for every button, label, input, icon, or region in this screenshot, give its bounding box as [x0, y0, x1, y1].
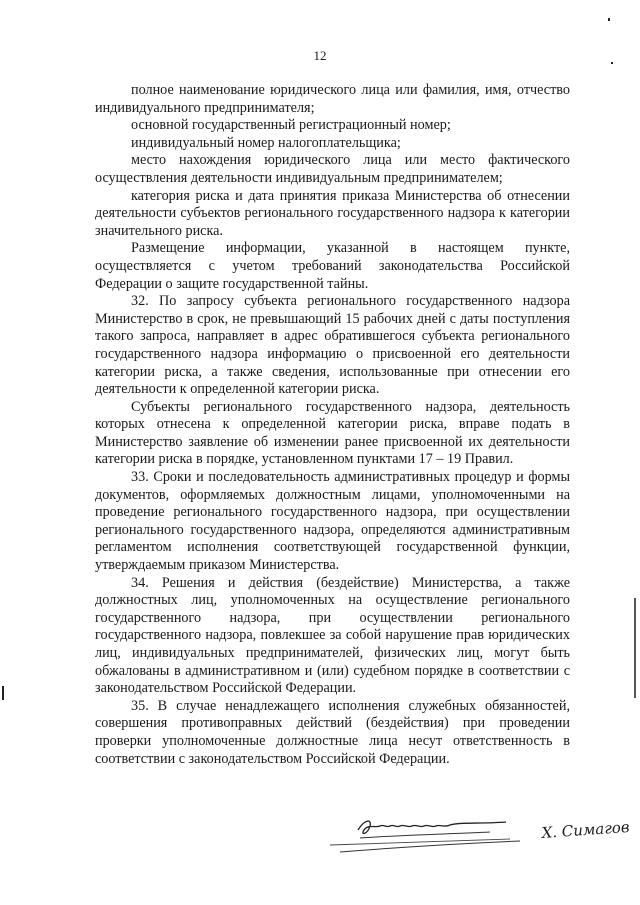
signature-first-flourish: [340, 841, 520, 852]
paragraph-publication: Размещение информации, указанной в настоящем пункте, осуществляется с учетом требований законодательства Российской Федерации о защите государственной тайны.: [95, 240, 570, 292]
paragraph-item-32: 32. По запросу субъекта регионального государственного надзора Министерство в срок, не превышающий 15 рабочих дней с даты поступления такого запроса, направляет в адрес обратившегося субъекта регионального государственного надзора информацию о присвоенной его деятельности категории риска, а также сведения, использованные при отнесении его деятельности к определенной категории риска.: [95, 293, 570, 398]
document-body: [95, 82, 570, 768]
paragraph-item-34: 34. Решения и действия (бездействие) Министерства, а также должностных лиц, уполномоченных на осуществление регионального государственного надзора, при осуществлении регионального государственного надзора, повлекшее за собой нарушение прав юридических лиц, индивидуальных предпринимателей, физических лиц, могут быть обжалованы в административном и (или) судебном порядке в соответствии с законодательством Российской Федерации.: [95, 574, 570, 697]
scan-mark-left-edge: [2, 686, 4, 700]
scan-mark-top-right-2: [611, 62, 613, 64]
scan-mark-top-right: [608, 18, 610, 21]
paragraph-location: место нахождения юридического лица или место фактического осуществления деятельности индивидуальным предпринимателем;: [95, 152, 570, 186]
paragraph-item-35: 35. В случае ненадлежащего исполнения служебных обязанностей, совершения противоправных действий (бездействия) при проведении проверки уполномоченные должностные лица несут ответственность в соответствии с законодательством Российской Федерации.: [95, 697, 570, 767]
page-number: 12: [313, 48, 327, 63]
handwritten-signatures: [320, 808, 630, 868]
paragraph-full-name: полное наименование юридического лица или фамилия, имя, отчество индивидуального предпринимателя;: [95, 82, 570, 116]
scan-mark-right-edge: [634, 598, 636, 698]
paragraph-inn: индивидуальный номер налогоплательщика;: [131, 134, 401, 151]
paragraph-risk-change: Субъекты регионального государственного надзора, деятельность которых отнесена к определенной категории риска, вправе подать в Министерство заявление об изменении ранее присвоенной их деятельности категории риска в порядке, установленном пунктами 17 – 19 Правил.: [95, 398, 570, 468]
signature-block: [320, 808, 630, 868]
paragraph-item-33: 33. Сроки и последовательность административных процедур и формы документов, оформляемых должностным лицами, уполномоченными на проведение регионального государственного надзора, при осуществлении регионального государственного надзора, определяются административным регламентом исполнения соответствующей государственной функции, утверждаемым приказом Министерства.: [95, 469, 570, 574]
signature-first-underline: [360, 832, 490, 838]
paragraph-risk-category: категория риска и дата принятия приказа Министерства об отнесении деятельности субъектов регионального государственного надзора к категории значительного риска.: [95, 187, 570, 239]
signature-second: Х. Симагов: [541, 817, 630, 842]
signature-first-strokes: [358, 821, 506, 833]
paragraph-ogrn: основной государственный регистрационный номер;: [131, 117, 451, 134]
signature-line: [330, 839, 510, 845]
